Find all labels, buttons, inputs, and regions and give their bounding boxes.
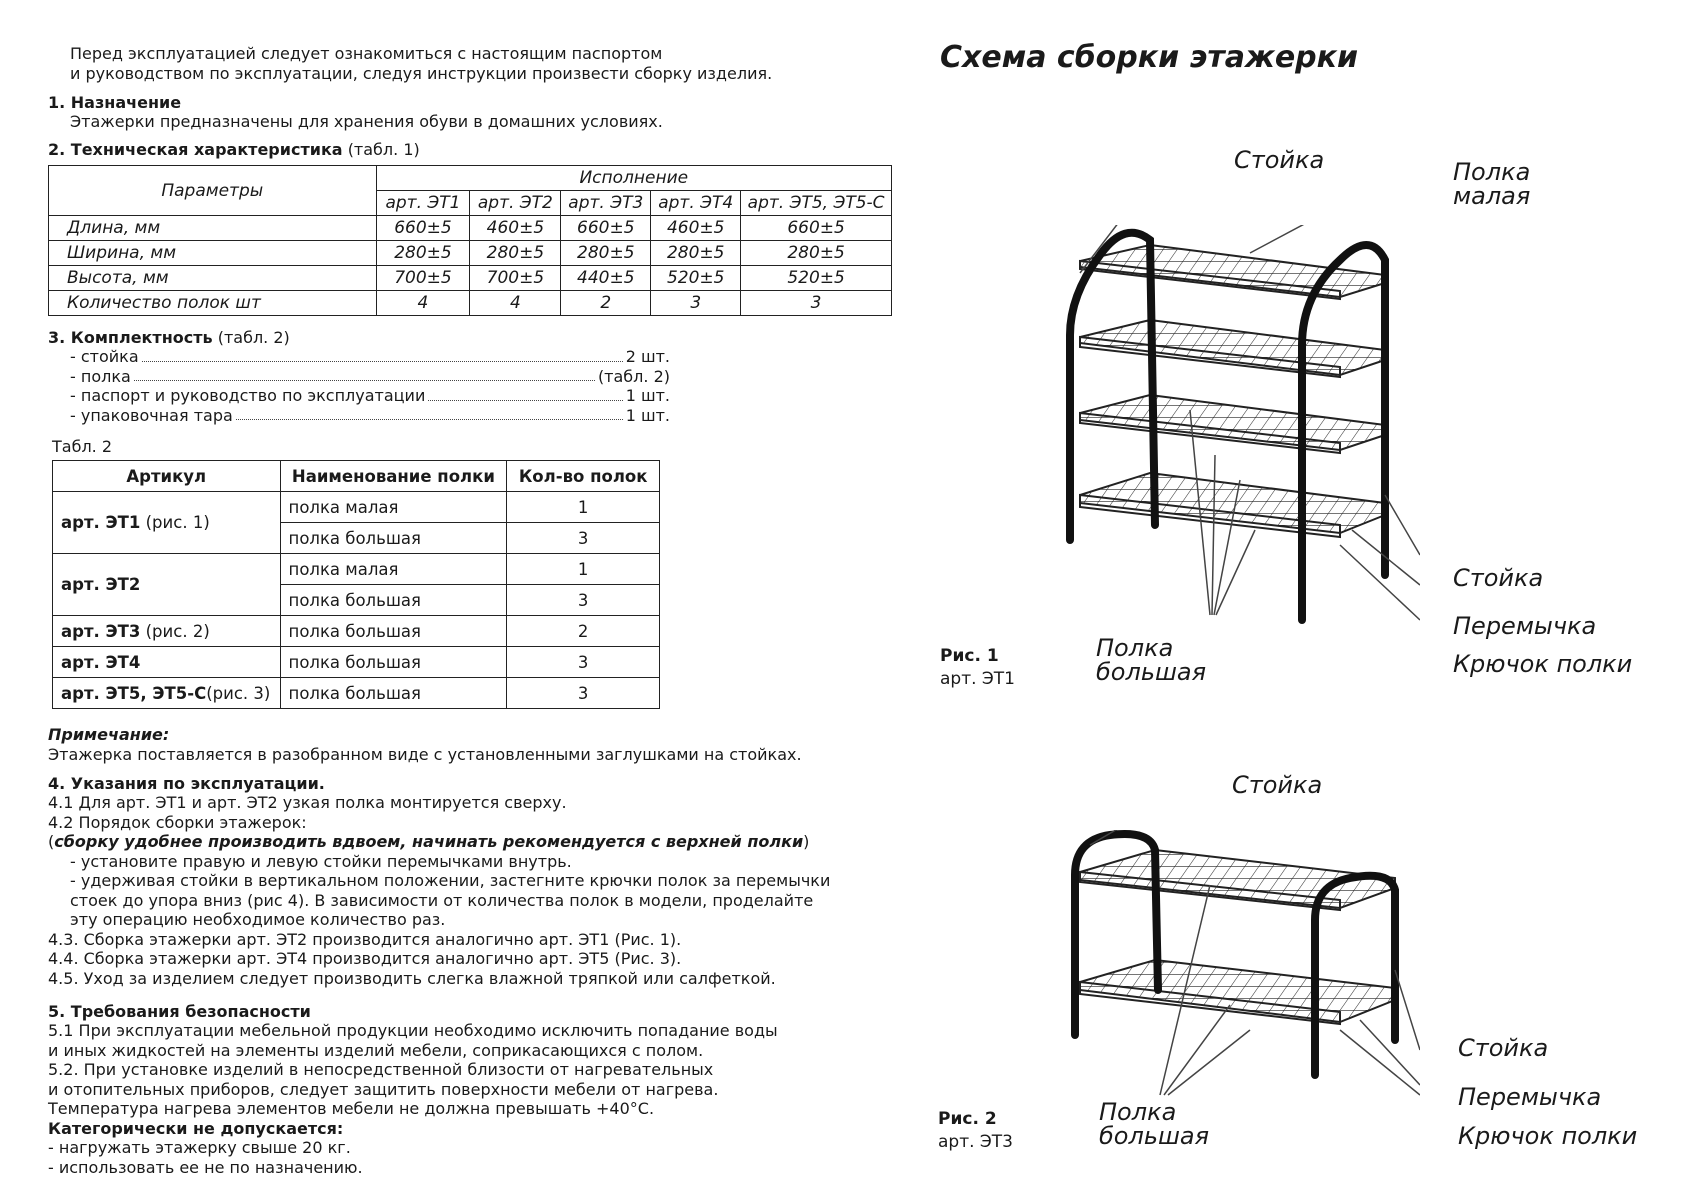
text-line: стоек до упора вниз (рис 4). В зависимости от количества полок в модели, проделайте bbox=[70, 890, 814, 910]
article-cell: арт. ЭТ4 bbox=[53, 647, 281, 678]
assembly-hint: (сборку удобнее производить вдвоем, начинать рекомендуется с верхней полки) bbox=[48, 832, 810, 851]
shelf-name: полка большая bbox=[280, 678, 507, 709]
column-header: Кол-во полок bbox=[507, 461, 660, 492]
shelf-name: полка малая bbox=[280, 554, 507, 585]
schema-title: Схема сборки этажерки bbox=[940, 40, 1359, 75]
table-cell: 280±5 bbox=[651, 241, 741, 266]
table-cell: 280±5 bbox=[741, 241, 892, 266]
table-cell: 520±5 bbox=[741, 266, 892, 291]
section-2-ref: (табл. 1) bbox=[347, 140, 420, 159]
fig2-label-hook: Крючок полки bbox=[1458, 1122, 1638, 1150]
param-name: Длина, мм bbox=[49, 216, 377, 241]
fig2-article: арт. ЭТ3 bbox=[938, 1132, 1013, 1152]
table-row bbox=[53, 492, 660, 523]
section-1-title: 1. Назначение bbox=[48, 93, 182, 112]
list-item: - стойка 2 шт. bbox=[70, 347, 670, 366]
table-cell: 3 bbox=[741, 291, 892, 316]
column-header: арт. ЭТ2 bbox=[470, 191, 561, 216]
text-line: эту операцию необходимое количество раз. bbox=[70, 910, 446, 929]
table-cell: 3 bbox=[651, 291, 741, 316]
note-text: Этажерка поставляется в разобранном виде с установленными заглушками на стойках. bbox=[48, 745, 802, 764]
text-line: Температура нагрева элементов мебели не должна превышать +40°С. bbox=[48, 1099, 655, 1118]
column-header: арт. ЭТ5, ЭТ5-С bbox=[741, 191, 892, 216]
shelf-qty: 1 bbox=[507, 554, 660, 585]
fig1-label-hook: Крючок полки bbox=[1453, 650, 1633, 678]
section-5-title: 5. Требования безопасности bbox=[48, 1002, 311, 1021]
section-3-title: 3. Комплектность bbox=[48, 328, 213, 347]
table-cell: 660±5 bbox=[741, 216, 892, 241]
fig1-caption: Рис. 1 bbox=[940, 646, 999, 666]
shoe-rack-2-shelf-drawing bbox=[1060, 830, 1420, 1100]
param-name: Количество полок шт bbox=[49, 291, 377, 316]
section-5-body bbox=[48, 1021, 778, 1177]
list-item: - паспорт и руководство по эксплуатации 1 шт. bbox=[70, 386, 670, 405]
shoe-rack-4-shelf-drawing bbox=[1040, 225, 1420, 655]
column-header: Артикул bbox=[53, 461, 281, 492]
section-2-heading bbox=[48, 140, 420, 160]
fig2-label-stand-right: Стойка bbox=[1458, 1034, 1549, 1062]
table-cell: 4 bbox=[470, 291, 561, 316]
table-cell: 700±5 bbox=[470, 266, 561, 291]
text-line: 4.3. Сборка этажерки арт. ЭТ2 производится аналогично арт. ЭТ1 (Рис. 1). bbox=[48, 929, 682, 949]
table-row bbox=[53, 678, 660, 709]
fig2-label-big-shelf-2: большая bbox=[1099, 1122, 1210, 1150]
shelf-name: полка малая bbox=[280, 492, 507, 523]
section-3-ref: (табл. 2) bbox=[217, 328, 290, 347]
table-row bbox=[49, 291, 892, 316]
text-line: 5.2. При установке изделий в непосредственной близости от нагревательных bbox=[48, 1060, 714, 1079]
table-cell: 660±5 bbox=[376, 216, 470, 241]
article-cell: арт. ЭТ2 bbox=[53, 554, 281, 616]
section-3-heading bbox=[48, 328, 290, 348]
text-line: 4.2 Порядок сборки этажерок: bbox=[48, 812, 307, 832]
shelves-table bbox=[52, 460, 660, 709]
shelf-qty: 3 bbox=[507, 585, 660, 616]
shelf-name: полка большая bbox=[280, 523, 507, 554]
kit-list bbox=[70, 347, 670, 425]
shelf bbox=[1080, 320, 1385, 377]
text-line: - нагружать этажерку свыше 20 кг. bbox=[48, 1138, 351, 1157]
table-row bbox=[49, 241, 892, 266]
shelf bbox=[1080, 245, 1385, 299]
table-cell: 700±5 bbox=[376, 266, 470, 291]
shelf-qty: 2 bbox=[507, 616, 660, 647]
fig1-label-crossbar: Перемычка bbox=[1453, 612, 1597, 640]
specs-table bbox=[48, 165, 892, 316]
fig2-caption: Рис. 2 bbox=[938, 1109, 997, 1129]
table-row bbox=[53, 647, 660, 678]
param-name: Высота, мм bbox=[49, 266, 377, 291]
param-header: Параметры bbox=[49, 166, 377, 216]
text-line: 4.5. Уход за изделием следует производить слегка влажной тряпкой или салфеткой. bbox=[48, 968, 776, 988]
shelf-qty: 3 bbox=[507, 647, 660, 678]
table-cell: 460±5 bbox=[470, 216, 561, 241]
shelf-name: полка большая bbox=[280, 647, 507, 678]
fig1-label-stand-right: Стойка bbox=[1453, 564, 1544, 592]
column-header: Наименование полки bbox=[280, 461, 507, 492]
column-header: арт. ЭТ3 bbox=[561, 191, 651, 216]
article-cell: арт. ЭТ1 (рис. 1) bbox=[53, 492, 281, 554]
list-item: - полка (табл. 2) bbox=[70, 366, 670, 386]
table-row bbox=[49, 266, 892, 291]
table2-caption: Табл. 2 bbox=[52, 437, 113, 456]
text-line: и иных жидкостей на элементы изделий мебели, соприкасающихся с полом. bbox=[48, 1040, 704, 1060]
section-4-body bbox=[48, 793, 830, 988]
column-header: арт. ЭТ4 bbox=[651, 191, 741, 216]
shelf-qty: 1 bbox=[507, 492, 660, 523]
section-2-title: 2. Техническая характеристика bbox=[48, 140, 343, 159]
table-cell: 280±5 bbox=[376, 241, 470, 266]
table-cell: 280±5 bbox=[470, 241, 561, 266]
fig1-label-small-shelf-2: малая bbox=[1453, 182, 1531, 210]
shelf-name: полка большая bbox=[280, 585, 507, 616]
fig2-label-crossbar: Перемычка bbox=[1458, 1083, 1602, 1111]
table-cell: 440±5 bbox=[561, 266, 651, 291]
text-line: и отопительных приборов, следует защитить поверхности мебели от нагрева. bbox=[48, 1079, 719, 1099]
fig1-label-small-shelf: Полка bbox=[1453, 158, 1531, 186]
table-cell: 2 bbox=[561, 291, 651, 316]
shelf bbox=[1080, 960, 1395, 1024]
shelf bbox=[1080, 395, 1385, 453]
table-row bbox=[49, 216, 892, 241]
text-line: - использовать ее не по назначению. bbox=[48, 1157, 363, 1177]
note-title: Примечание: bbox=[48, 725, 170, 744]
text-line: 5.1 При эксплуатации мебельной продукции необходимо исключить попадание воды bbox=[48, 1021, 778, 1040]
article-cell: арт. ЭТ3 (рис. 2) bbox=[53, 616, 281, 647]
fig1-label-stand: Стойка bbox=[1234, 146, 1325, 174]
intro-line-1: Перед эксплуатацией следует ознакомиться с настоящим паспортом bbox=[70, 44, 663, 63]
section-1-text: Этажерки предназначены для хранения обуви в домашних условиях. bbox=[70, 112, 663, 131]
forbidden-title: Категорически не допускается: bbox=[48, 1118, 344, 1138]
shelf bbox=[1080, 473, 1385, 537]
fig1-label-big-shelf-2: большая bbox=[1096, 658, 1207, 686]
fig1-label-big-shelf: Полка bbox=[1096, 634, 1174, 662]
intro-line-2: и руководством по эксплуатации, следуя инструкции произвести сборку изделия. bbox=[70, 64, 773, 83]
shelf-qty: 3 bbox=[507, 678, 660, 709]
section-4-title: 4. Указания по эксплуатации. bbox=[48, 774, 325, 793]
param-name: Ширина, мм bbox=[49, 241, 377, 266]
article-cell: арт. ЭТ5, ЭТ5-С(рис. 3) bbox=[53, 678, 281, 709]
list-item: - упаковочная тара 1 шт. bbox=[70, 405, 670, 425]
text-line: 4.4. Сборка этажерки арт. ЭТ4 производится аналогично арт. ЭТ5 (Рис. 3). bbox=[48, 949, 682, 968]
shelf-name: полка большая bbox=[280, 616, 507, 647]
exec-header: Исполнение bbox=[376, 166, 891, 191]
text-line: - удерживая стойки в вертикальном положении, застегните крючки полок за перемычки bbox=[70, 871, 831, 890]
fig2-label-stand: Стойка bbox=[1232, 771, 1323, 799]
shelf-qty: 3 bbox=[507, 523, 660, 554]
table-cell: 460±5 bbox=[651, 216, 741, 241]
table-row bbox=[53, 554, 660, 585]
table-row bbox=[53, 616, 660, 647]
fig1-article: арт. ЭТ1 bbox=[940, 669, 1015, 689]
table-cell: 520±5 bbox=[651, 266, 741, 291]
text-line: 4.1 Для арт. ЭТ1 и арт. ЭТ2 узкая полка монтируется сверху. bbox=[48, 793, 567, 812]
table-cell: 280±5 bbox=[561, 241, 651, 266]
table-cell: 4 bbox=[376, 291, 470, 316]
column-header: арт. ЭТ1 bbox=[376, 191, 470, 216]
fig2-label-big-shelf: Полка bbox=[1099, 1098, 1177, 1126]
text-line: - установите правую и левую стойки перемычками внутрь. bbox=[70, 851, 572, 871]
table-cell: 660±5 bbox=[561, 216, 651, 241]
